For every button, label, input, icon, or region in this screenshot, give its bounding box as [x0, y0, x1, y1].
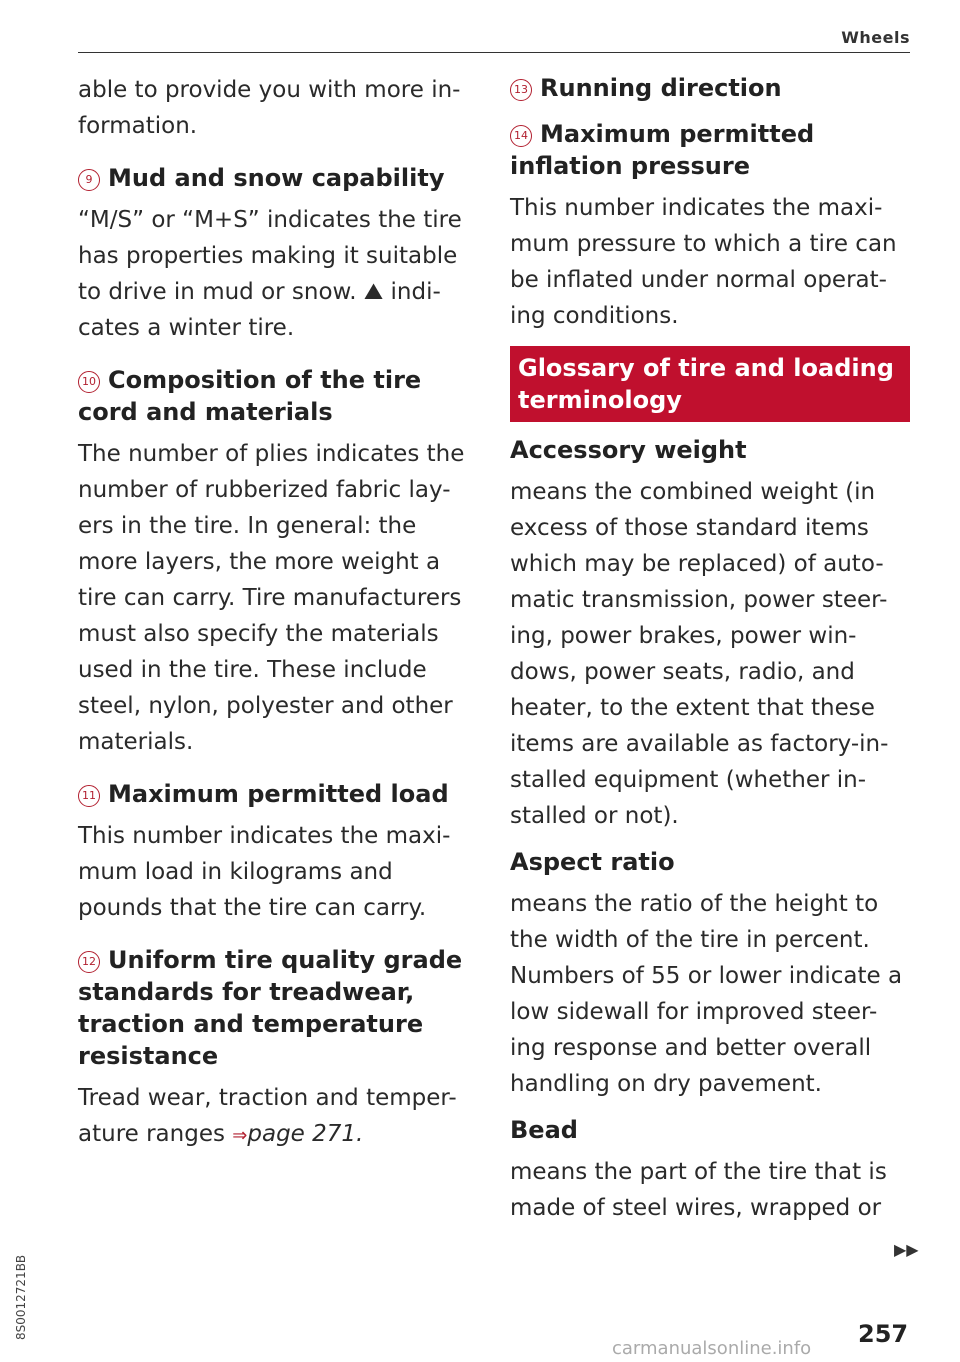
term-aspect-ratio: Aspect ratio	[510, 848, 675, 876]
def-accessory-weight: means the combined weight (in excess of those standard items which may be replaced) of auto- matic transmission, power steer- ing, power brakes, power win- dows, power seats, radio, and heater, to the extent that these items are available as factory-in- stalled equipment (whether in- stalled or not).	[510, 479, 889, 829]
callout-number-icon: 9	[78, 169, 100, 191]
callout-number-icon: 13	[510, 79, 532, 101]
arrow-right-icon: ⇒	[232, 1125, 248, 1146]
heading-running-direction: 13 Running direction	[510, 72, 910, 104]
utqg-text: Tread wear, traction and temper- ature ranges ⇒page 271.	[78, 1085, 457, 1147]
term-bead: Bead	[510, 1116, 578, 1144]
callout-number-icon: 14	[510, 125, 532, 147]
callout-number-icon: 10	[78, 371, 100, 393]
max-pressure-text: This number indicates the maxi- mum pressure to which a tire can be inflated under normal operat- ing conditions.	[510, 195, 897, 329]
heading-composition: 10 Composition of the tire cord and materials	[78, 366, 422, 426]
right-column	[510, 72, 910, 1238]
def-aspect-ratio: means the ratio of the height to the width of the tire in percent. Numbers of 55 or lower indicate a low sidewall for improved steer- ing response and better overall handling on dry pavement.	[510, 891, 903, 1097]
intro-text: able to provide you with more in- formation.	[78, 77, 461, 139]
heading-utqg: 12 Uniform tire quality grade standards for treadwear, traction and temperature resistance	[78, 946, 463, 1070]
page-reference-link[interactable]: page 271.	[247, 1121, 364, 1147]
max-load-text: This number indicates the maxi- mum load in kilograms and pounds that the tire can carry.	[78, 823, 451, 921]
left-column	[78, 72, 478, 1166]
callout-number-icon: 11	[78, 785, 100, 807]
mud-snow-text: “M/S” or “M+S” indicates the tire has properties making it suitable to drive in mud or snow. ⛰ indi- cates a winter tire.	[78, 207, 462, 341]
header-rule	[78, 52, 910, 53]
def-bead: means the part of the tire that is made of steel wires, wrapped or	[510, 1159, 887, 1221]
page-number: 257	[858, 1320, 909, 1348]
document-code: 8S0012721BB	[14, 1254, 28, 1340]
heading-mud-snow: 9 Mud and snow capability	[78, 162, 478, 194]
continue-icon: ▶▶	[894, 1240, 919, 1259]
watermark: carmanualsonline.info	[612, 1338, 812, 1359]
heading-max-load: 11 Maximum permitted load	[78, 778, 478, 810]
glossary-banner: Glossary of tire and loading terminology	[510, 346, 910, 422]
composition-text: The number of plies indicates the number of rubberized fabric lay- ers in the tire. In general: the more layers, the more weight a tire can carry. Tire manufacturers must also specify the materials used in the tire. These include steel, nylon, polyester and other materials.	[78, 441, 465, 755]
section-title: Wheels	[841, 28, 910, 47]
term-accessory-weight: Accessory weight	[510, 436, 747, 464]
callout-number-icon: 12	[78, 951, 100, 973]
heading-max-pressure: 14 Maximum permitted inflation pressure	[510, 120, 815, 180]
